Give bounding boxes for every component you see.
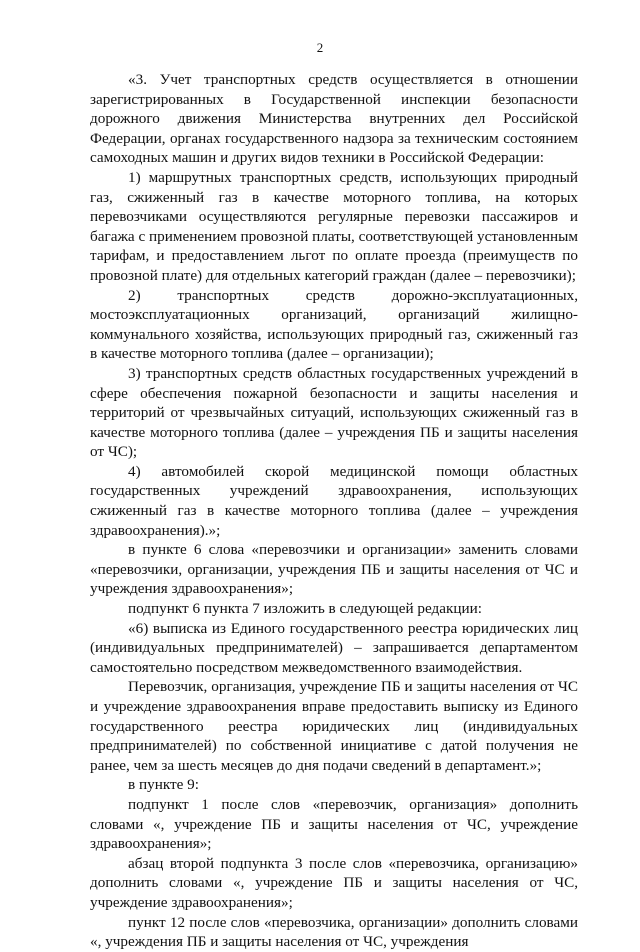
paragraph-point-6: в пункте 6 слова «перевозчики и организации» заменить словами «перевозчики, организации, учреждения ПБ и защиты населения от ЧС и учреждения здравоохранения»;	[90, 541, 578, 598]
paragraph-item-2: 2) транспортных средств дорожно-эксплуатационных, мостоэксплуатационных организаций, организаций жилищно-коммунального хозяйства, использующих природный газ, сжиженный газ в качестве моторного топлива (далее – организации);	[90, 286, 578, 363]
paragraph-point-9-intro: в пункте 9:	[128, 776, 199, 794]
paragraph-item-4: 4) автомобилей скорой медицинской помощи областных государственных учреждений здравоохранения, использующих сжиженный газ в качестве моторного топлива (далее – учреждения здравоохранения).»;	[90, 462, 578, 539]
paragraph-item-3: 3) транспортных средств областных государственных учреждений в сфере обеспечения пожарной безопасности и защиты населения и территорий от чрезвычайных ситуаций, использующих сжиженный газ в качестве моторного топлива (далее – учреждения ПБ и защиты населения от ЧС);	[90, 364, 578, 461]
paragraph-point-12: пункт 12 после слов «перевозчика, организации» дополнить словами «, учреждения ПБ и защиты населения от ЧС, учреждения	[90, 913, 578, 951]
paragraph-point-7-intro: подпункт 6 пункта 7 изложить в следующей редакции:	[128, 600, 482, 618]
paragraph-subpoint-6: «6) выписка из Единого государственного реестра юридических лиц (индивидуальных предпринимателей) – запрашивается департаментом самостоятельно посредством межведомственного взаимодействия.	[90, 619, 578, 676]
document-body	[90, 70, 578, 952]
page-number: 2	[316, 40, 324, 55]
paragraph-point-9-sub-1: подпункт 1 после слов «перевозчик, организация» дополнить словами «, учреждение ПБ и защиты населения от ЧС, учреждение здравоохранения»;	[90, 795, 578, 853]
paragraph-clause-3: «3. Учет транспортных средств осуществляется в отношении зарегистрированных в Государственной инспекции безопасности дорожного движения Министерства внутренних дел Российской Федерации, органах государственного надзора за техническим состоянием самоходных машин и других видов техники в Российской Федерации:	[90, 71, 578, 167]
paragraph-point-9-sub-3: абзац второй подпункта 3 после слов «перевозчика, организацию» дополнить словами «, учреждение ПБ и защиты населения от ЧС, учреждение здравоохранения»;	[90, 854, 578, 911]
paragraph-extract-right: Перевозчик, организация, учреждение ПБ и защиты населения от ЧС и учреждение здравоохранения вправе предоставить выписку из Единого государственного реестра юридических лиц (индивидуальных предпринимателей) по собственной инициативе с датой получения не ранее, чем за шесть месяцев до дня подачи сведений в департамент.»;	[90, 678, 578, 774]
paragraph-item-1: 1) маршрутных транспортных средств, использующих природный газ, сжиженный газ в качестве моторного топлива, на которых перевозчиками осуществляются регулярные перевозки пассажиров и багажа с применением провозной платы, соответствующей установленным тарифам, и предоставлением льгот по оплате проезда (преимуществ по провозной плате) для отдельных категорий граждан (далее – перевозчики);	[90, 168, 578, 284]
